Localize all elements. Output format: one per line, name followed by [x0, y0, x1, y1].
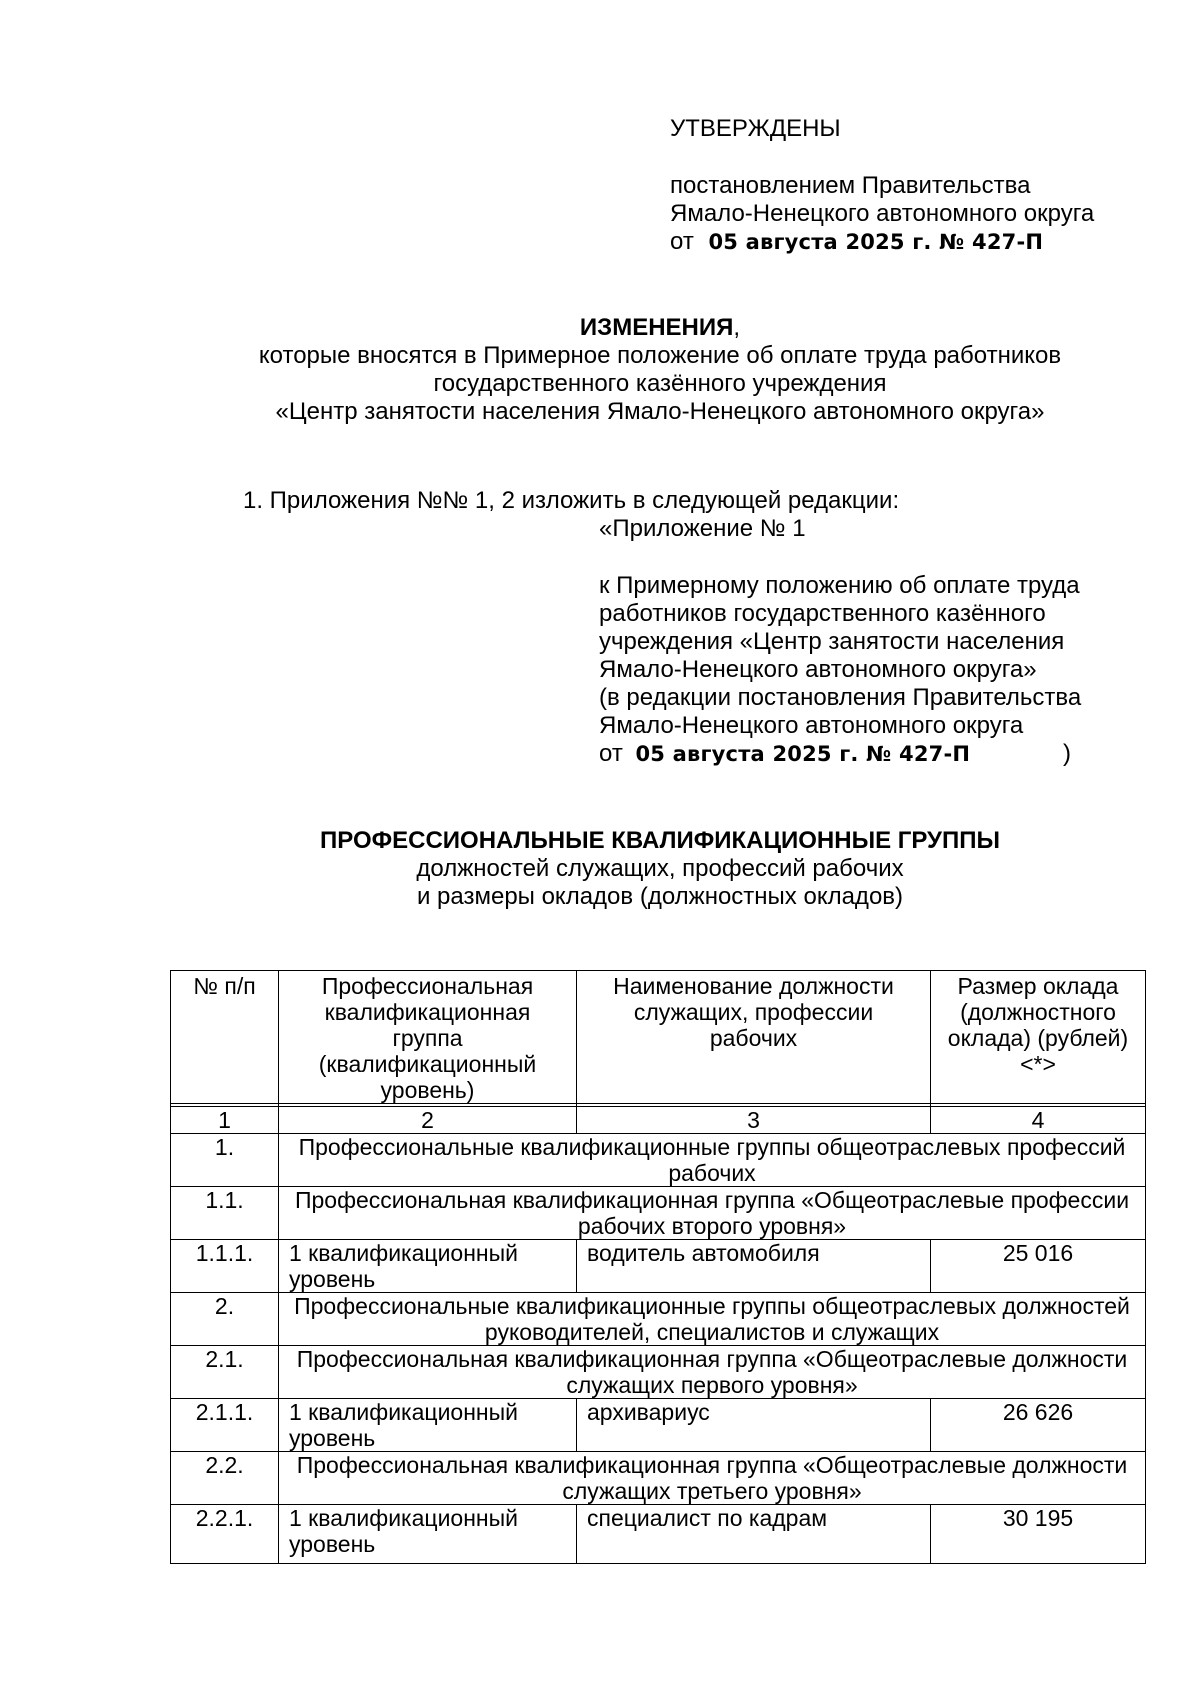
row-salary: 26 626: [931, 1399, 1146, 1452]
row-num: 1.1.1.: [171, 1240, 279, 1293]
appendix-line-5: (в редакции постановления Правительства: [599, 684, 1082, 711]
heading-title: [0, 314, 1200, 342]
heading-line-1: которые вносятся в Примерное положение об оплате труда работников: [258, 342, 1062, 369]
table-row: [171, 1187, 1146, 1240]
row-num: 2.1.1.: [171, 1399, 279, 1452]
appendix-line-2: работников государственного казённого: [599, 600, 1046, 627]
approval-line-1: постановлением Правительства: [670, 172, 1031, 199]
row-salary: 30 195: [931, 1505, 1146, 1564]
appendix-line-1: к Примерному положению об оплате труда: [599, 572, 1080, 599]
row-group: Профессиональная квалификационная группа «Общеотраслевые должности служащих третьего уровня»: [279, 1452, 1146, 1505]
row-num: 2.2.1.: [171, 1505, 279, 1564]
row-level: 1 квалификационный уровень: [279, 1240, 577, 1293]
appendix-line-4: Ямало-Ненецкого автономного округа»: [599, 656, 1037, 683]
table-row: [171, 1240, 1146, 1293]
row-position: архивариус: [577, 1399, 931, 1452]
row-salary: 25 016: [931, 1240, 1146, 1293]
index-cell: 1: [171, 1107, 279, 1134]
row-level: 1 квалификационный уровень: [279, 1399, 577, 1452]
approval-line-2: Ямало-Ненецкого автономного округа: [670, 200, 1095, 227]
row-num: 2.1.: [171, 1346, 279, 1399]
appendix-stamp: 05 августа 2025 г. № 427-П: [635, 742, 971, 766]
heading-line-3: «Центр занятости населения Ямало-Ненецкого автономного округа»: [275, 398, 1045, 425]
row-position: специалист по кадрам: [577, 1505, 931, 1564]
table-row: [171, 1452, 1146, 1505]
table-row: [171, 1293, 1146, 1346]
row-num: 2.: [171, 1293, 279, 1346]
row-group: Профессиональные квалификационные группы общеотраслевых профессий рабочих: [279, 1134, 1146, 1187]
row-position: водитель автомобиля: [577, 1240, 931, 1293]
section-line-1: должностей служащих, профессий рабочих: [416, 855, 904, 882]
table-row: [171, 1346, 1146, 1399]
row-num: 1.: [171, 1134, 279, 1187]
appendix-line-3: учреждения «Центр занятости населения: [599, 628, 1065, 655]
approval-from: от: [670, 228, 694, 255]
appendix-line-6: Ямало-Ненецкого автономного округа: [599, 712, 1024, 739]
table-row: [171, 1399, 1146, 1452]
row-group: Профессиональные квалификационные группы общеотраслевых должностей руководителей, специалистов и служащих: [279, 1293, 1146, 1346]
row-level: 1 квалификационный уровень: [279, 1505, 577, 1564]
row-num: 2.2.: [171, 1452, 279, 1505]
header-salary: Размер оклада (должностного оклада) (рублей)<*>: [931, 971, 1146, 1104]
section-line-2: и размеры окладов (должностных окладов): [416, 883, 904, 910]
approval-date-line: [670, 228, 1043, 256]
header-position: Наименование должности служащих, профессии рабочих: [577, 971, 931, 1104]
header-group: Профессиональная квалификационная группа (квалификационный уровень): [279, 971, 577, 1104]
table-row: [171, 1134, 1146, 1187]
row-group: Профессиональная квалификационная группа «Общеотраслевые должности служащих первого уровня»: [279, 1346, 1146, 1399]
heading-line-2: государственного казённого учреждения: [433, 370, 887, 397]
row-group: Профессиональная квалификационная группа «Общеотраслевые профессии рабочих второго уровня»: [279, 1187, 1146, 1240]
qualification-table: [170, 970, 1146, 1564]
heading-title-suffix: ,: [733, 314, 741, 341]
point-1: 1. Приложения №№ 1, 2 изложить в следующей редакции:: [243, 487, 900, 514]
appendix-title: «Приложение № 1: [599, 515, 806, 542]
header-num: № п/п: [171, 971, 279, 1104]
index-cell: 3: [577, 1107, 931, 1134]
heading-title-text: ИЗМЕНЕНИЯ: [579, 314, 734, 341]
section-title: ПРОФЕССИОНАЛЬНЫЕ КВАЛИФИКАЦИОННЫЕ ГРУППЫ: [320, 827, 1000, 854]
appendix-close-paren: ): [1063, 740, 1071, 767]
approval-stamp: 05 августа 2025 г. № 427-П: [708, 230, 1044, 254]
row-num: 1.1.: [171, 1187, 279, 1240]
appendix-from: от: [599, 740, 623, 767]
table-row: [171, 1505, 1146, 1564]
approval-title: УТВЕРЖДЕНЫ: [670, 115, 841, 142]
appendix-date-line: [599, 740, 970, 768]
index-cell: 2: [279, 1107, 577, 1134]
table-index-row: [171, 1107, 1146, 1134]
table-header-row: [171, 971, 1146, 1104]
index-cell: 4: [931, 1107, 1146, 1134]
